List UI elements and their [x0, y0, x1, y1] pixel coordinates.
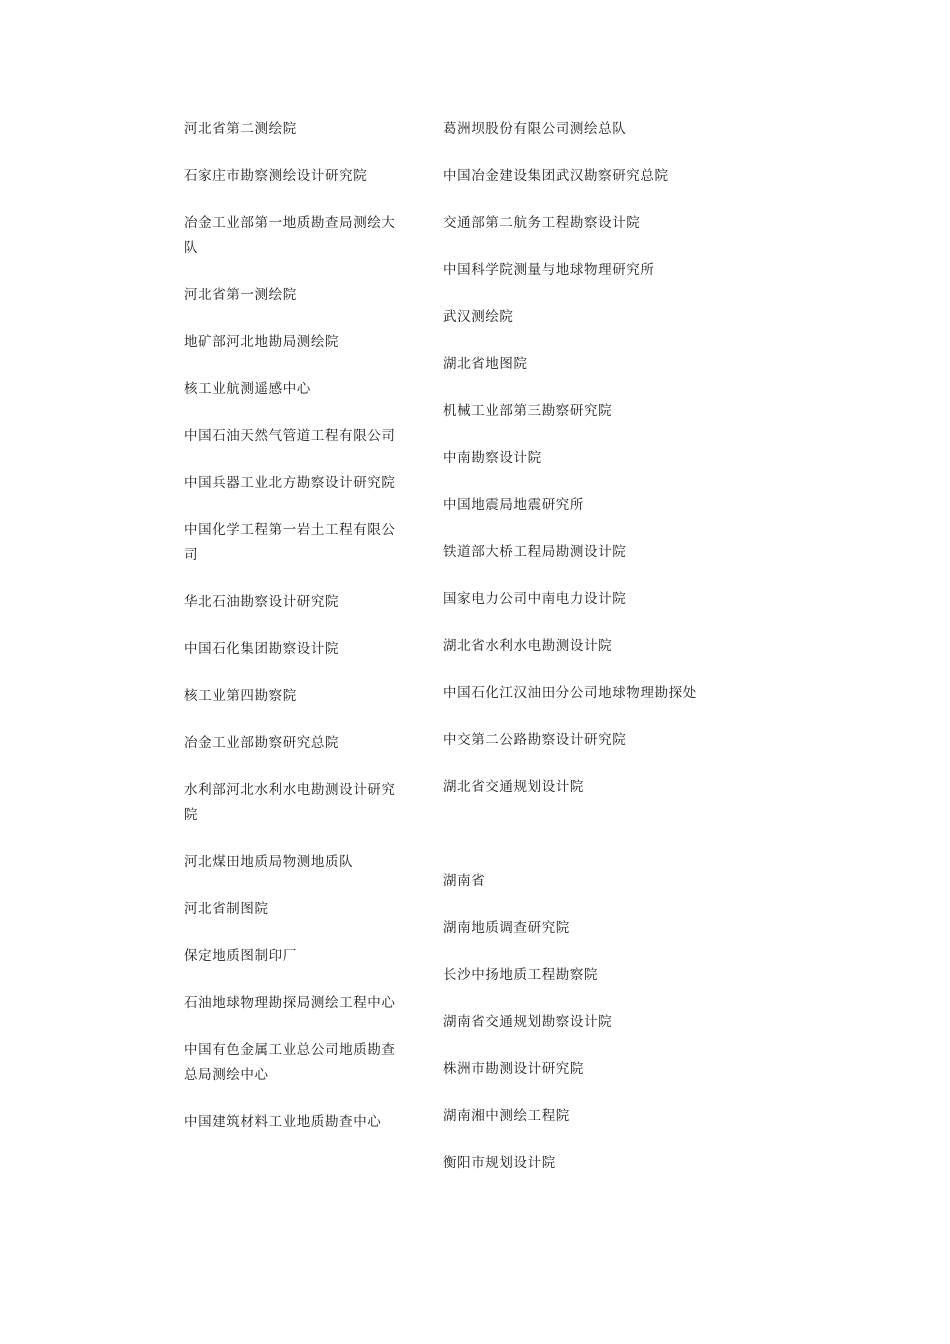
list-item: 中南勘察设计院 [443, 450, 542, 466]
list-item: 中国建筑材料工业地质勘查中心 [184, 1114, 382, 1130]
list-item: 湖南湘中测绘工程院 [443, 1108, 570, 1124]
list-item: 中国化学工程第一岩土工程有限公司 [184, 522, 396, 563]
list-item: 铁道部大桥工程局勘测设计院 [443, 544, 627, 560]
list-item: 中国石化集团勘察设计院 [184, 641, 340, 657]
list-item: 中国石化江汉油田分公司地球物理勘探处 [443, 685, 697, 701]
list-item: 河北省第一测绘院 [184, 287, 297, 303]
list-item: 石家庄市勘察测绘设计研究院 [184, 168, 368, 184]
list-item: 河北省制图院 [184, 901, 269, 917]
list-item: 湖南地质调查研究院 [443, 920, 570, 936]
list-item: 核工业航测遥感中心 [184, 381, 311, 397]
list-item: 株洲市勘测设计研究院 [443, 1061, 584, 1077]
list-item: 河北煤田地质局物测地质队 [184, 854, 354, 870]
list-item: 葛洲坝股份有限公司测绘总队 [443, 121, 627, 137]
list-item: 水利部河北水利水电勘测设计研究院 [184, 782, 396, 823]
list-item: 冶金工业部勘察研究总院 [184, 735, 340, 751]
list-item: 中国科学院测量与地球物理研究所 [443, 262, 655, 278]
list-item: 中国有色金属工业总公司地质勘查总局测绘中心 [184, 1042, 396, 1083]
list-item: 湖北省地图院 [443, 356, 528, 372]
list-item: 机械工业部第三勘察研究院 [443, 403, 613, 419]
list-item: 国家电力公司中南电力设计院 [443, 591, 627, 607]
left-column [184, 117, 400, 1157]
section-spacer [443, 822, 743, 869]
list-item: 衡阳市规划设计院 [443, 1155, 556, 1171]
list-item: 保定地质图制印厂 [184, 948, 297, 964]
list-item: 华北石油勘察设计研究院 [184, 594, 340, 610]
section-heading-hunan: 湖南省 [443, 873, 486, 889]
list-item: 交通部第二航务工程勘察设计院 [443, 215, 641, 231]
list-item: 河北省第二测绘院 [184, 121, 297, 137]
list-item: 中国兵器工业北方勘察设计研究院 [184, 475, 396, 491]
right-column [443, 117, 743, 1198]
list-item: 石油地球物理勘探局测绘工程中心 [184, 995, 396, 1011]
list-item: 中交第二公路勘察设计研究院 [443, 732, 627, 748]
list-item: 长沙中扬地质工程勘察院 [443, 967, 599, 983]
list-item: 中国地震局地震研究所 [443, 497, 584, 513]
list-item: 核工业第四勘察院 [184, 688, 297, 704]
list-item: 地矿部河北地勘局测绘院 [184, 334, 340, 350]
list-item: 冶金工业部第一地质勘查局测绘大队 [184, 215, 396, 256]
list-item: 中国冶金建设集团武汉勘察研究总院 [443, 168, 669, 184]
list-item: 中国石油天然气管道工程有限公司 [184, 428, 396, 444]
list-item: 湖北省水利水电勘测设计院 [443, 638, 613, 654]
list-item: 湖南省交通规划勘察设计院 [443, 1014, 613, 1030]
list-item: 武汉测绘院 [443, 309, 514, 325]
list-item: 湖北省交通规划设计院 [443, 779, 584, 795]
